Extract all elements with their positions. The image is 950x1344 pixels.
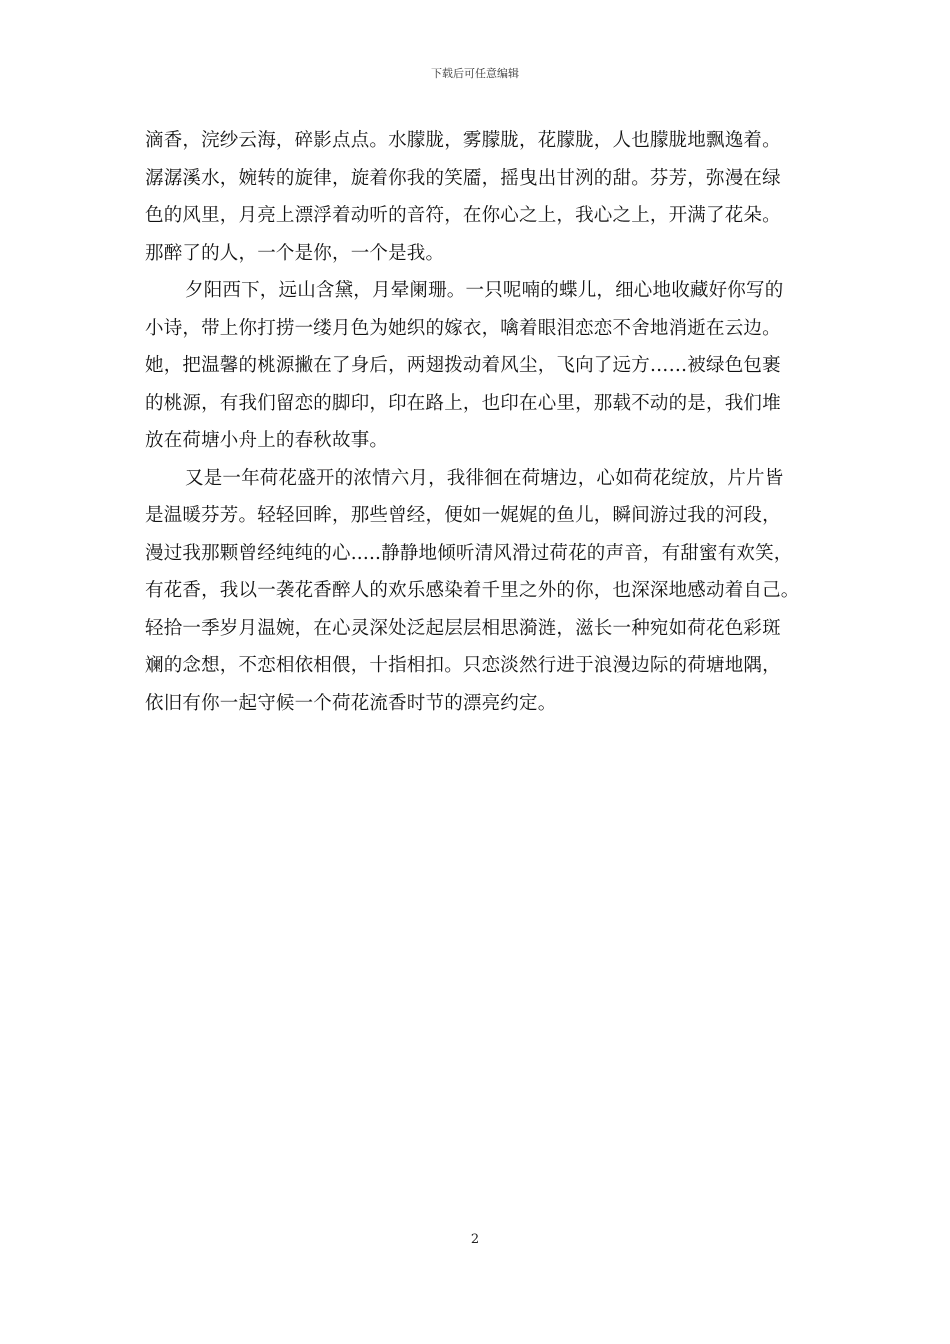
text-line: 她，把温馨的桃源撇在了身后，两翅拨动着风尘，飞向了远方……被绿色包裹	[145, 355, 781, 376]
text-line: 轻拾一季岁月温婉，在心灵深处泛起层层相思漪涟，滋长一种宛如荷花色彩斑	[145, 617, 781, 639]
text-line: 潺潺溪水，婉转的旋律，旋着你我的笑靥，摇曳出甘洌的甜。芬芳，弥漫在绿	[145, 167, 781, 189]
text-line: 漫过我那颗曾经纯纯的心.....静静地倾听清风滑过荷花的声音，有甜蜜有欢笑，	[145, 542, 793, 564]
page-number: 2	[470, 1232, 480, 1247]
page-header: 下载后可任意编辑	[431, 67, 519, 80]
text-line: 滴香，浣纱云海，碎影点点。水朦胧，雾朦胧，花朦胧，人也朦胧地飘逸着。	[145, 130, 781, 151]
text-line: 那醉了的人，一个是你，一个是我。	[145, 242, 445, 264]
text-line: 斓的念想，不恋相依相偎，十指相扣。只恋淡然行进于浪漫边际的荷塘地隅，	[145, 655, 781, 676]
document-body	[145, 122, 809, 722]
text-line: 的桃源，有我们留恋的脚印，印在路上，也印在心里，那载不动的是，我们堆	[145, 392, 781, 414]
text-line: 放在荷塘小舟上的春秋故事。	[145, 430, 389, 451]
text-line: 是温暖芬芳。轻轻回眸，那些曾经，便如一娓娓的鱼儿，瞬间游过我的河段，	[145, 505, 781, 526]
text-line: 色的风里，月亮上漂浮着动听的音符，在你心之上，我心之上，开满了花朵。	[145, 205, 781, 226]
text-line: 依旧有你一起守候一个荷花流香时节的漂亮约定。	[145, 692, 557, 714]
text-line: 有花香，我以一袭花香醉人的欢乐感染着千里之外的你，也深深地感动着自己。	[145, 580, 800, 601]
paragraph-first-line: 又是一年荷花盛开的浓情六月，我徘徊在荷塘边，心如荷花绽放，片片皆	[185, 467, 784, 489]
paragraph-first-line: 夕阳西下，远山含黛，月晕阑珊。一只呢喃的蝶儿，细心地收藏好你写的	[185, 280, 784, 301]
text-line: 小诗，带上你打捞一缕月色为她织的嫁衣，噙着眼泪恋恋不舍地消逝在云边。	[145, 317, 781, 339]
